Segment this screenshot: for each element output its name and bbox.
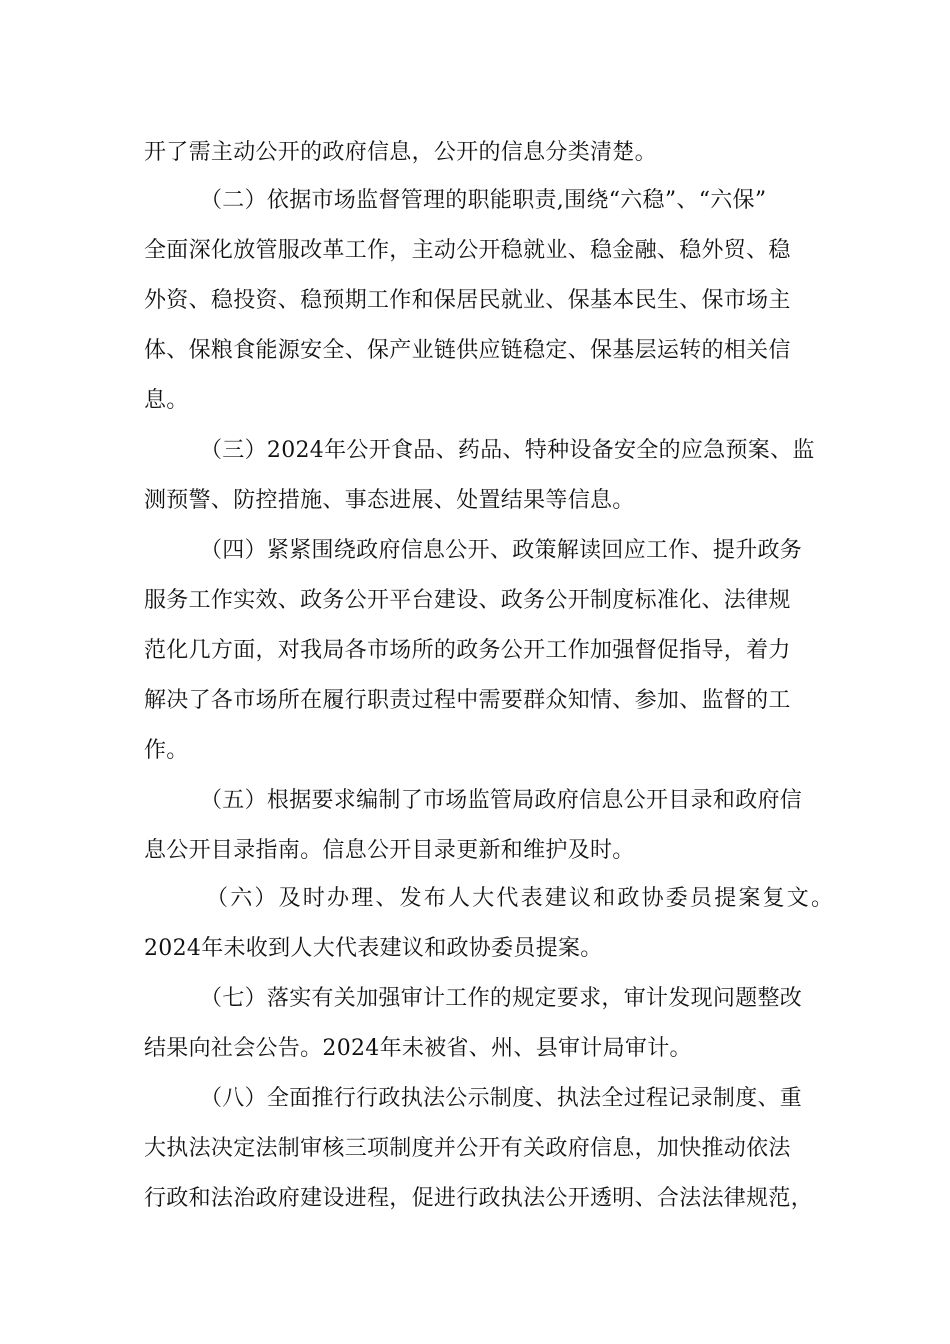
section-6-heading-line: （六）及时办理、发布人大代表建议和政协委员提案复文。: [206, 886, 836, 911]
section-8-heading-line: （八）全面推行行政执法公示制度、执法全过程记录制度、重: [200, 1086, 803, 1111]
body-text-line: 息。: [144, 388, 189, 413]
section-4-heading-line: （四）紧紧围绕政府信息公开、政策解读回应工作、提升政务: [200, 538, 803, 563]
body-text-line: 体、保粮食能源安全、保产业链供应链稳定、保基层运转的相关信: [144, 338, 791, 363]
body-text-line: 大执法决定法制审核三项制度并公开有关政府信息，加快推动依法: [144, 1136, 791, 1161]
body-text-line: 服务工作实效、政务公开平台建设、政务公开制度标准化、法律规: [144, 588, 791, 613]
section-7-heading-line: （七）落实有关加强审计工作的规定要求，审计发现问题整改: [200, 986, 803, 1011]
body-text-line: 解决了各市场所在履行职责过程中需要群众知情、参加、监督的工: [144, 688, 791, 713]
body-text-line: 全面深化放管服改革工作，主动公开稳就业、稳金融、稳外贸、稳: [144, 238, 791, 263]
body-text-line: 测预警、防控措施、事态进展、处置结果等信息。: [144, 488, 635, 513]
section-2-heading-line: （二）依据市场监督管理的职能职责,围绕“六稳”、“六保”: [200, 188, 767, 213]
body-text-line: 行政和法治政府建设进程，促进行政执法公开透明、合法法律规范，: [144, 1186, 814, 1211]
body-text-line: 外资、稳投资、稳预期工作和保居民就业、保基本民生、保市场主: [144, 288, 791, 313]
body-text-line: 开了需主动公开的政府信息，公开的信息分类清楚。: [144, 140, 657, 165]
body-text-line: 息公开目录指南。信息公开目录更新和维护及时。: [144, 838, 635, 863]
body-text-line: 范化几方面，对我局各市场所的政务公开工作加强督促指导，着力: [144, 638, 791, 663]
body-text-line: 结果向社会公告。2024年未被省、州、县审计局审计。: [144, 1036, 692, 1061]
body-text-line: 2024年未收到人大代表建议和政协委员提案。: [144, 936, 603, 961]
body-text-line: 作。: [144, 738, 189, 763]
section-3-heading-line: （三）2024年公开食品、药品、特种设备安全的应急预案、监: [200, 438, 815, 463]
section-5-heading-line: （五）根据要求编制了市场监管局政府信息公开目录和政府信: [200, 788, 803, 813]
